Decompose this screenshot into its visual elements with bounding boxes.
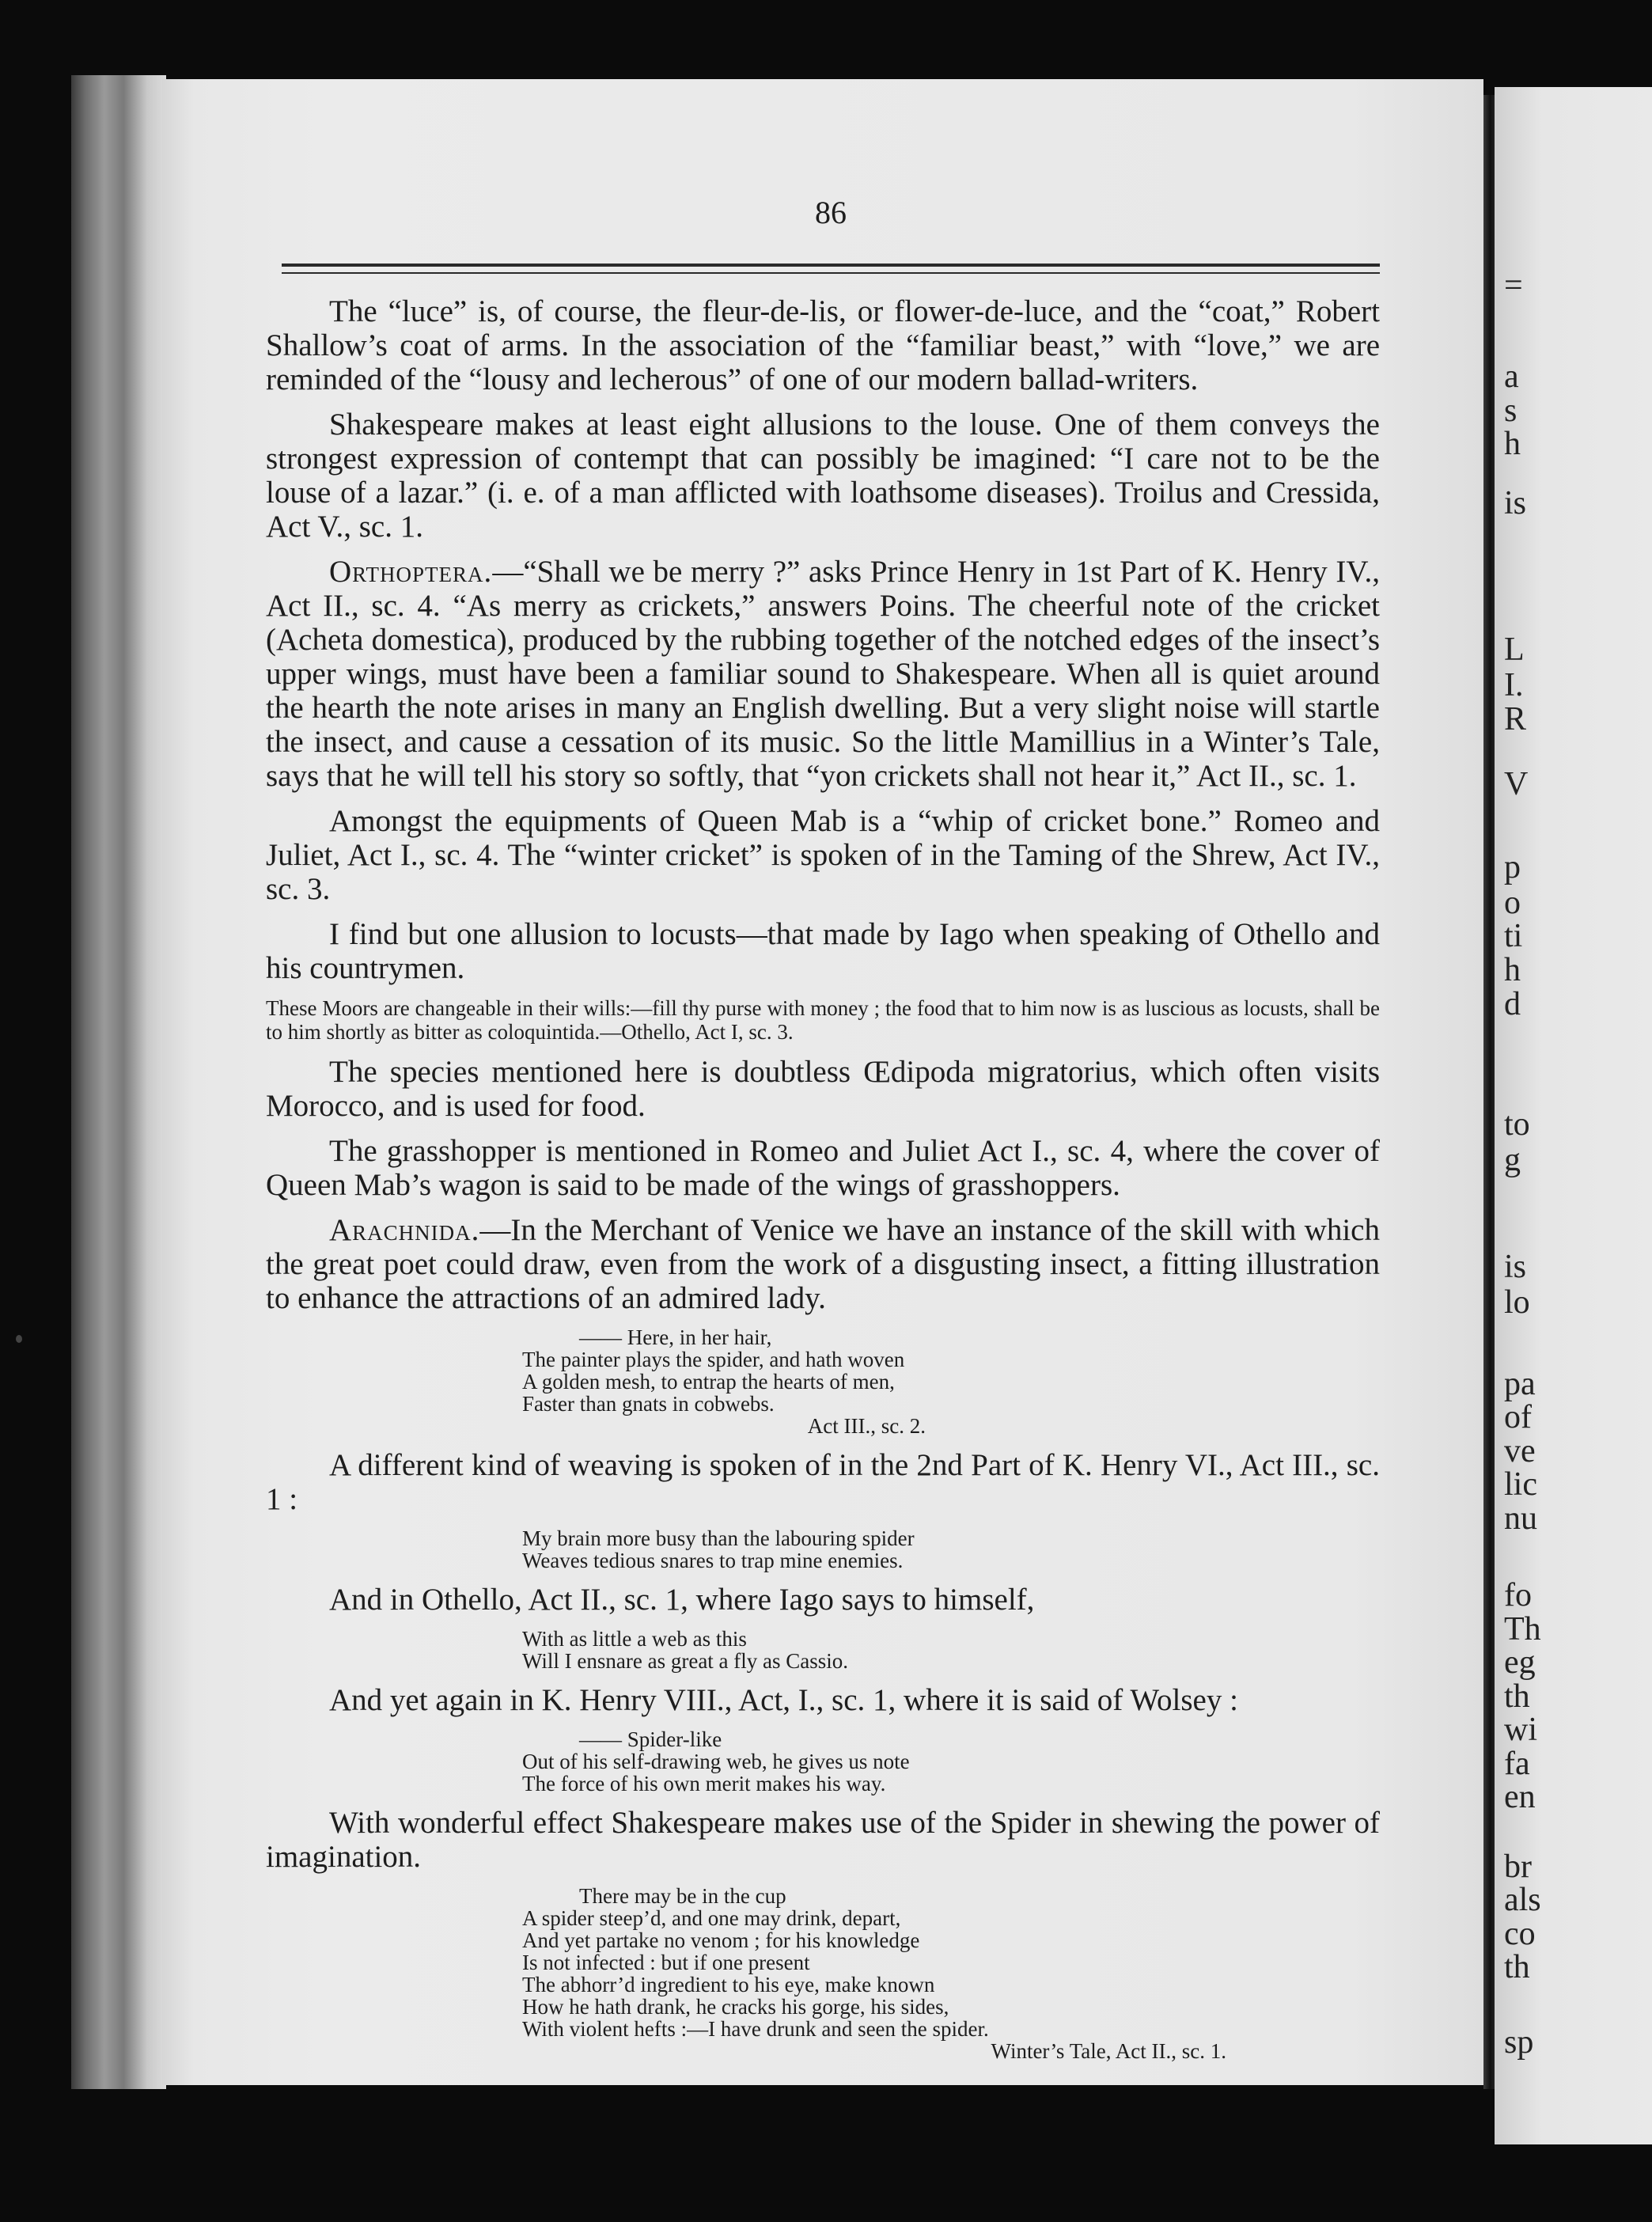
verse-line: A golden mesh, to entrap the hearts of men,	[522, 1370, 895, 1393]
facing-fragment: of	[1504, 1399, 1532, 1435]
paragraph-species: The species mentioned here is doubtless Œdipoda migratorius, which often visits Morocco, and is used for food.	[266, 1055, 1380, 1123]
facing-fragment: sp	[1504, 2024, 1534, 2061]
paragraph-locusts: I find but one allusion to locusts—that made by Iago when speaking of Othello and his countrymen.	[266, 917, 1380, 985]
verse-merchant-of-venice	[266, 1326, 1380, 1437]
page-number: 86	[815, 195, 847, 230]
page-body	[266, 294, 1380, 2073]
facing-fragment: L	[1504, 631, 1525, 668]
facing-fragment: nu	[1504, 1500, 1537, 1537]
verse-reference: Winter’s Tale, Act II., sc. 1.	[991, 2039, 1226, 2063]
facing-fragment: lic	[1504, 1466, 1537, 1503]
paragraph-luce: The “luce” is, of course, the fleur-de-lis, or flower-de-luce, and the “coat,” Robert Shallow’s coat of arms. In the association of the “familiar beast,” with “love,” we are reminded of the “lousy and lecherous” of one of our modern ballad-writers.	[266, 294, 1380, 396]
facing-fragment: is	[1504, 1249, 1527, 1285]
facing-fragment: wi	[1504, 1712, 1537, 1748]
paragraph-arachnida	[266, 1213, 1380, 1315]
facing-fragment: o	[1504, 885, 1521, 921]
verse-henry-vi	[266, 1527, 1380, 1572]
facing-fragment: co	[1504, 1916, 1536, 1952]
header-rule-thick	[282, 264, 1380, 267]
section-heading-orthoptera: Orthoptera.	[329, 555, 493, 589]
quote-othello-moors: These Moors are changeable in their wills:—fill thy purse with money ; the food that to him now is as luscious as locusts, shall be to him shortly as bitter as coloquintida.—Othello, Act I, sc. 3.	[266, 996, 1380, 1044]
verse-line: And yet partake no venom ; for his knowledge	[522, 1928, 920, 1952]
facing-fragment: fa	[1504, 1746, 1530, 1782]
facing-fragment: lo	[1504, 1284, 1530, 1321]
paragraph-othello-iago: And in Othello, Act II., sc. 1, where Iago says to himself,	[329, 1583, 1035, 1617]
verse-line: Will I ensnare as great a fly as Cassio.	[522, 1649, 849, 1673]
verse-line: —— Spider-like	[579, 1727, 722, 1751]
page-gutter	[1483, 95, 1495, 2089]
facing-fragment: a	[1504, 358, 1519, 395]
paragraph-louse: Shakespeare makes at least eight allusions to the louse. One of them conveys the strongest expression of contempt that can possibly be imagined: “I care not to be the louse of a lazar.” (i. e. of a man afflicted with loathsome diseases). Troilus and Cressida, Act V., sc. 1.	[266, 408, 1380, 544]
facing-fragment: I.	[1504, 667, 1524, 703]
verse-line: How he hath drank, he cracks his gorge, his sides,	[522, 1995, 949, 2019]
verse-line: The force of his own merit makes his way.	[522, 1772, 886, 1795]
verse-line: With as little a web as this	[522, 1627, 747, 1651]
verse-line: The painter plays the spider, and hath woven	[522, 1348, 905, 1371]
facing-fragment: th	[1504, 1678, 1530, 1715]
facing-fragment: ti	[1504, 918, 1523, 954]
paragraph-henry-vi: A different kind of weaving is spoken of in the 2nd Part of K. Henry VI., Act III., sc. 1 :	[266, 1448, 1380, 1516]
facing-fragment: th	[1504, 1949, 1530, 1985]
facing-fragment: g	[1504, 1142, 1521, 1178]
verse-winters-tale	[266, 1885, 1380, 2062]
facing-fragment: p	[1504, 849, 1521, 885]
facing-fragment: br	[1504, 1849, 1532, 1885]
verse-line: Out of his self-drawing web, he gives us note	[522, 1750, 910, 1773]
verse-line: Weaves tedious snares to trap mine enemies.	[522, 1549, 904, 1572]
facing-fragment: h	[1504, 952, 1521, 988]
scan-speck	[16, 1335, 22, 1343]
verse-henry-viii	[266, 1728, 1380, 1795]
paragraph-orthoptera	[266, 555, 1380, 793]
paragraph-arachnida-text: —In the Merchant of Venice we have an instance of the skill with which the great poet could draw, even from the work of a disgusting insect, a fitting illustration to enhance the attractions of an admired lady.	[266, 1213, 1380, 1315]
verse-reference: Act III., sc. 2.	[807, 1414, 926, 1438]
facing-fragment: =	[1504, 267, 1523, 304]
facing-fragment: en	[1504, 1779, 1536, 1815]
facing-fragment: V	[1504, 766, 1529, 802]
verse-line: Is not infected : but if one present	[522, 1951, 810, 1974]
facing-fragment: s	[1504, 392, 1517, 429]
verse-othello	[266, 1628, 1380, 1672]
facing-fragment: d	[1504, 986, 1521, 1022]
verse-line: There may be in the cup	[579, 1884, 786, 1908]
paragraph-grasshopper: The grasshopper is mentioned in Romeo and Juliet Act I., sc. 4, where the cover of Queen Mab’s wagon is said to be made of the wings of grasshoppers.	[266, 1134, 1380, 1202]
header-rule-thin	[282, 272, 1380, 274]
facing-fragment: R	[1504, 701, 1527, 738]
facing-fragment: pa	[1504, 1366, 1536, 1402]
paragraph-henry-viii: And yet again in K. Henry VIII., Act, I., sc. 1, where it is said of Wolsey :	[329, 1683, 1238, 1717]
facing-fragment: is	[1504, 485, 1527, 521]
facing-fragment: h	[1504, 426, 1521, 462]
paragraph-imagination: With wonderful effect Shakespeare makes use of the Spider in shewing the power of imagination.	[266, 1806, 1380, 1874]
verse-line: With violent hefts :—I have drunk and seen the spider.	[522, 2017, 989, 2041]
verse-line: The abhorr’d ingredient to his eye, make known	[522, 1973, 935, 1996]
paragraph-orthoptera-text: —“Shall we be merry ?” asks Prince Henry in 1st Part of K. Henry IV., Act II., sc. 4. “As merry as crickets,” answers Poins. The cheerful note of the cricket (Acheta domestica), produced by the rubbing together of the notched edges of the insect’s upper wings, must have been a familiar sound to Shakespeare. When all is quiet around the hearth the note arises in many an English dwelling. But a very slight noise will startle the insect, and cause a cessation of its music. So the little Mamillius in a Winter’s Tale, says that he will tell his story so softly, that “yon crickets shall not hear it,” Act II., sc. 1.	[266, 555, 1380, 793]
verse-line: My brain more busy than the labouring spider	[522, 1526, 915, 1550]
facing-fragment: to	[1504, 1106, 1530, 1143]
facing-fragment: Th	[1504, 1611, 1541, 1648]
facing-fragment: ve	[1504, 1433, 1536, 1469]
verse-line: —— Here, in her hair,	[579, 1325, 772, 1349]
facing-fragment: eg	[1504, 1644, 1536, 1681]
facing-fragment: als	[1504, 1882, 1541, 1918]
verse-line: Faster than gnats in cobwebs.	[522, 1392, 775, 1416]
book-spine	[71, 75, 166, 2089]
facing-page-edge	[1495, 87, 1652, 2144]
verse-line: A spider steep’d, and one may drink, depart,	[522, 1906, 901, 1930]
paragraph-queen-mab: Amongst the equipments of Queen Mab is a “whip of cricket bone.” Romeo and Juliet, Act I., sc. 4. The “winter cricket” is spoken of in the Taming of the Shrew, Act IV., sc. 3.	[266, 804, 1380, 906]
section-heading-arachnida: Arachnida.	[329, 1213, 480, 1247]
facing-fragment: fo	[1504, 1577, 1532, 1613]
